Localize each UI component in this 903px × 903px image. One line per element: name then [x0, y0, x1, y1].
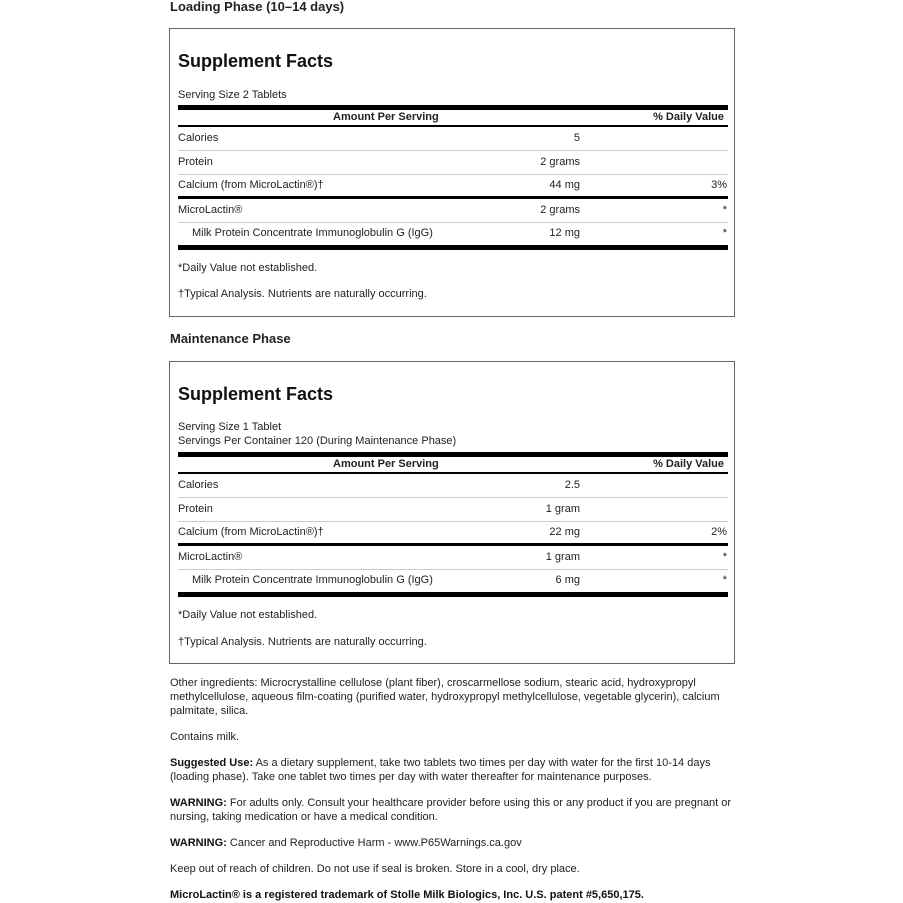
warning-prop65 — [170, 836, 740, 850]
thick-divider — [178, 105, 728, 110]
suggested-use-label: Suggested Use: — [170, 757, 254, 769]
nutrient-amount: 12 mg — [549, 227, 580, 239]
storage-instructions: Keep out of reach of children. Do not use if seal is broken. Store in a cool, dry place. — [170, 863, 580, 875]
maintenance-supplement-facts-panel — [169, 361, 735, 664]
nutrient-amount: 1 gram — [545, 503, 580, 515]
table-row — [178, 569, 728, 592]
warning-text: For adults only. Consult your healthcare provider before using this or any product if you are pregnant or nursing, taking medication or have a medical condition. — [170, 797, 732, 823]
warning-label: WARNING: — [170, 797, 227, 809]
trademark-notice: MicroLactin® is a registered trademark of Stolle Milk Biologics, Inc. U.S. patent #5,650,175. — [170, 889, 644, 901]
serving-size: Serving Size 1 Tablet — [178, 421, 282, 433]
suggested-use-text: As a dietary supplement, take two tablets two times per day with water for the first 10-14 days (loading phase). Take one tablet two times per day with water thereafter for maintenance purposes. — [170, 757, 711, 783]
column-header — [178, 458, 728, 472]
nutrient-name: MicroLactin® — [178, 204, 243, 216]
nutrient-daily-value: * — [722, 204, 727, 216]
nutrient-amount: 2 grams — [540, 204, 580, 216]
table-row — [178, 498, 728, 522]
maintenance-phase-heading: Maintenance Phase — [170, 331, 291, 346]
nutrient-amount: 2.5 — [564, 479, 580, 491]
nutrient-daily-value: * — [722, 551, 727, 563]
amount-per-serving-header: Amount Per Serving — [333, 111, 439, 123]
nutrient-daily-value: 3% — [711, 179, 727, 191]
nutrient-name: Milk Protein Concentrate Immunoglobulin G (IgG) — [192, 227, 433, 239]
serving-size: Serving Size 2 Tablets — [178, 89, 287, 101]
daily-value-header: % Daily Value — [653, 458, 724, 470]
warning-adults — [170, 796, 740, 824]
warning-text: Cancer and Reproductive Harm - www.P65Warnings.ca.gov — [226, 837, 522, 849]
table-row — [178, 199, 728, 223]
nutrient-amount: 22 mg — [549, 526, 580, 538]
nutrient-daily-value: 2% — [711, 526, 727, 538]
loading-supplement-facts-panel — [169, 28, 735, 317]
nutrient-amount: 5 — [573, 132, 580, 144]
contains-milk: Contains milk. — [170, 731, 240, 743]
other-ingredients: Other ingredients: Microcrystalline cellulose (plant fiber), croscarmellose sodium, stearic acid, hydroxypropyl methylcellulose, aqueous film-coating (purified water, hydroxypropyl methylcellulose, vegetable glycerin), calcium palmitate, silica. — [170, 677, 720, 717]
warning-label: WARNING: — [170, 837, 227, 849]
nutrient-amount: 44 mg — [549, 179, 580, 191]
thick-divider — [178, 452, 728, 457]
table-row — [178, 474, 728, 498]
table-row — [178, 521, 728, 544]
footnote-daily-value: *Daily Value not established. — [178, 262, 318, 274]
loading-phase-heading: Loading Phase (10–14 days) — [170, 0, 345, 14]
amount-per-serving-header: Amount Per Serving — [333, 458, 439, 470]
nutrient-name: Calcium (from MicroLactin®)† — [178, 526, 324, 538]
thick-divider — [178, 245, 728, 250]
daily-value-header: % Daily Value — [653, 111, 724, 123]
nutrient-name: Protein — [178, 503, 213, 515]
column-header — [178, 111, 728, 125]
nutrient-name: Calories — [178, 479, 219, 491]
nutrient-name: MicroLactin® — [178, 551, 243, 563]
footnote-typical-analysis: †Typical Analysis. Nutrients are naturally occurring. — [178, 636, 427, 648]
nutrient-name: Milk Protein Concentrate Immunoglobulin G (IgG) — [192, 574, 433, 586]
table-row — [178, 546, 728, 570]
thick-divider — [178, 592, 728, 597]
table-row — [178, 151, 728, 175]
footnote-typical-analysis: †Typical Analysis. Nutrients are naturally occurring. — [178, 288, 427, 300]
table-row — [178, 127, 728, 151]
nutrient-amount: 1 gram — [545, 551, 580, 563]
servings-per-container: Servings Per Container 120 (During Maintenance Phase) — [178, 435, 457, 447]
panel-title: Supplement Facts — [178, 51, 334, 71]
table-row — [178, 222, 728, 245]
nutrient-name: Calories — [178, 132, 219, 144]
nutrient-amount: 2 grams — [540, 156, 580, 168]
table-row — [178, 174, 728, 197]
nutrient-daily-value: * — [722, 574, 727, 586]
nutrient-amount: 6 mg — [555, 574, 580, 586]
panel-title: Supplement Facts — [178, 384, 334, 404]
suggested-use — [170, 756, 740, 784]
footnote-daily-value: *Daily Value not established. — [178, 609, 318, 621]
nutrient-name: Protein — [178, 156, 213, 168]
nutrient-name: Calcium (from MicroLactin®)† — [178, 179, 324, 191]
nutrient-daily-value: * — [722, 227, 727, 239]
